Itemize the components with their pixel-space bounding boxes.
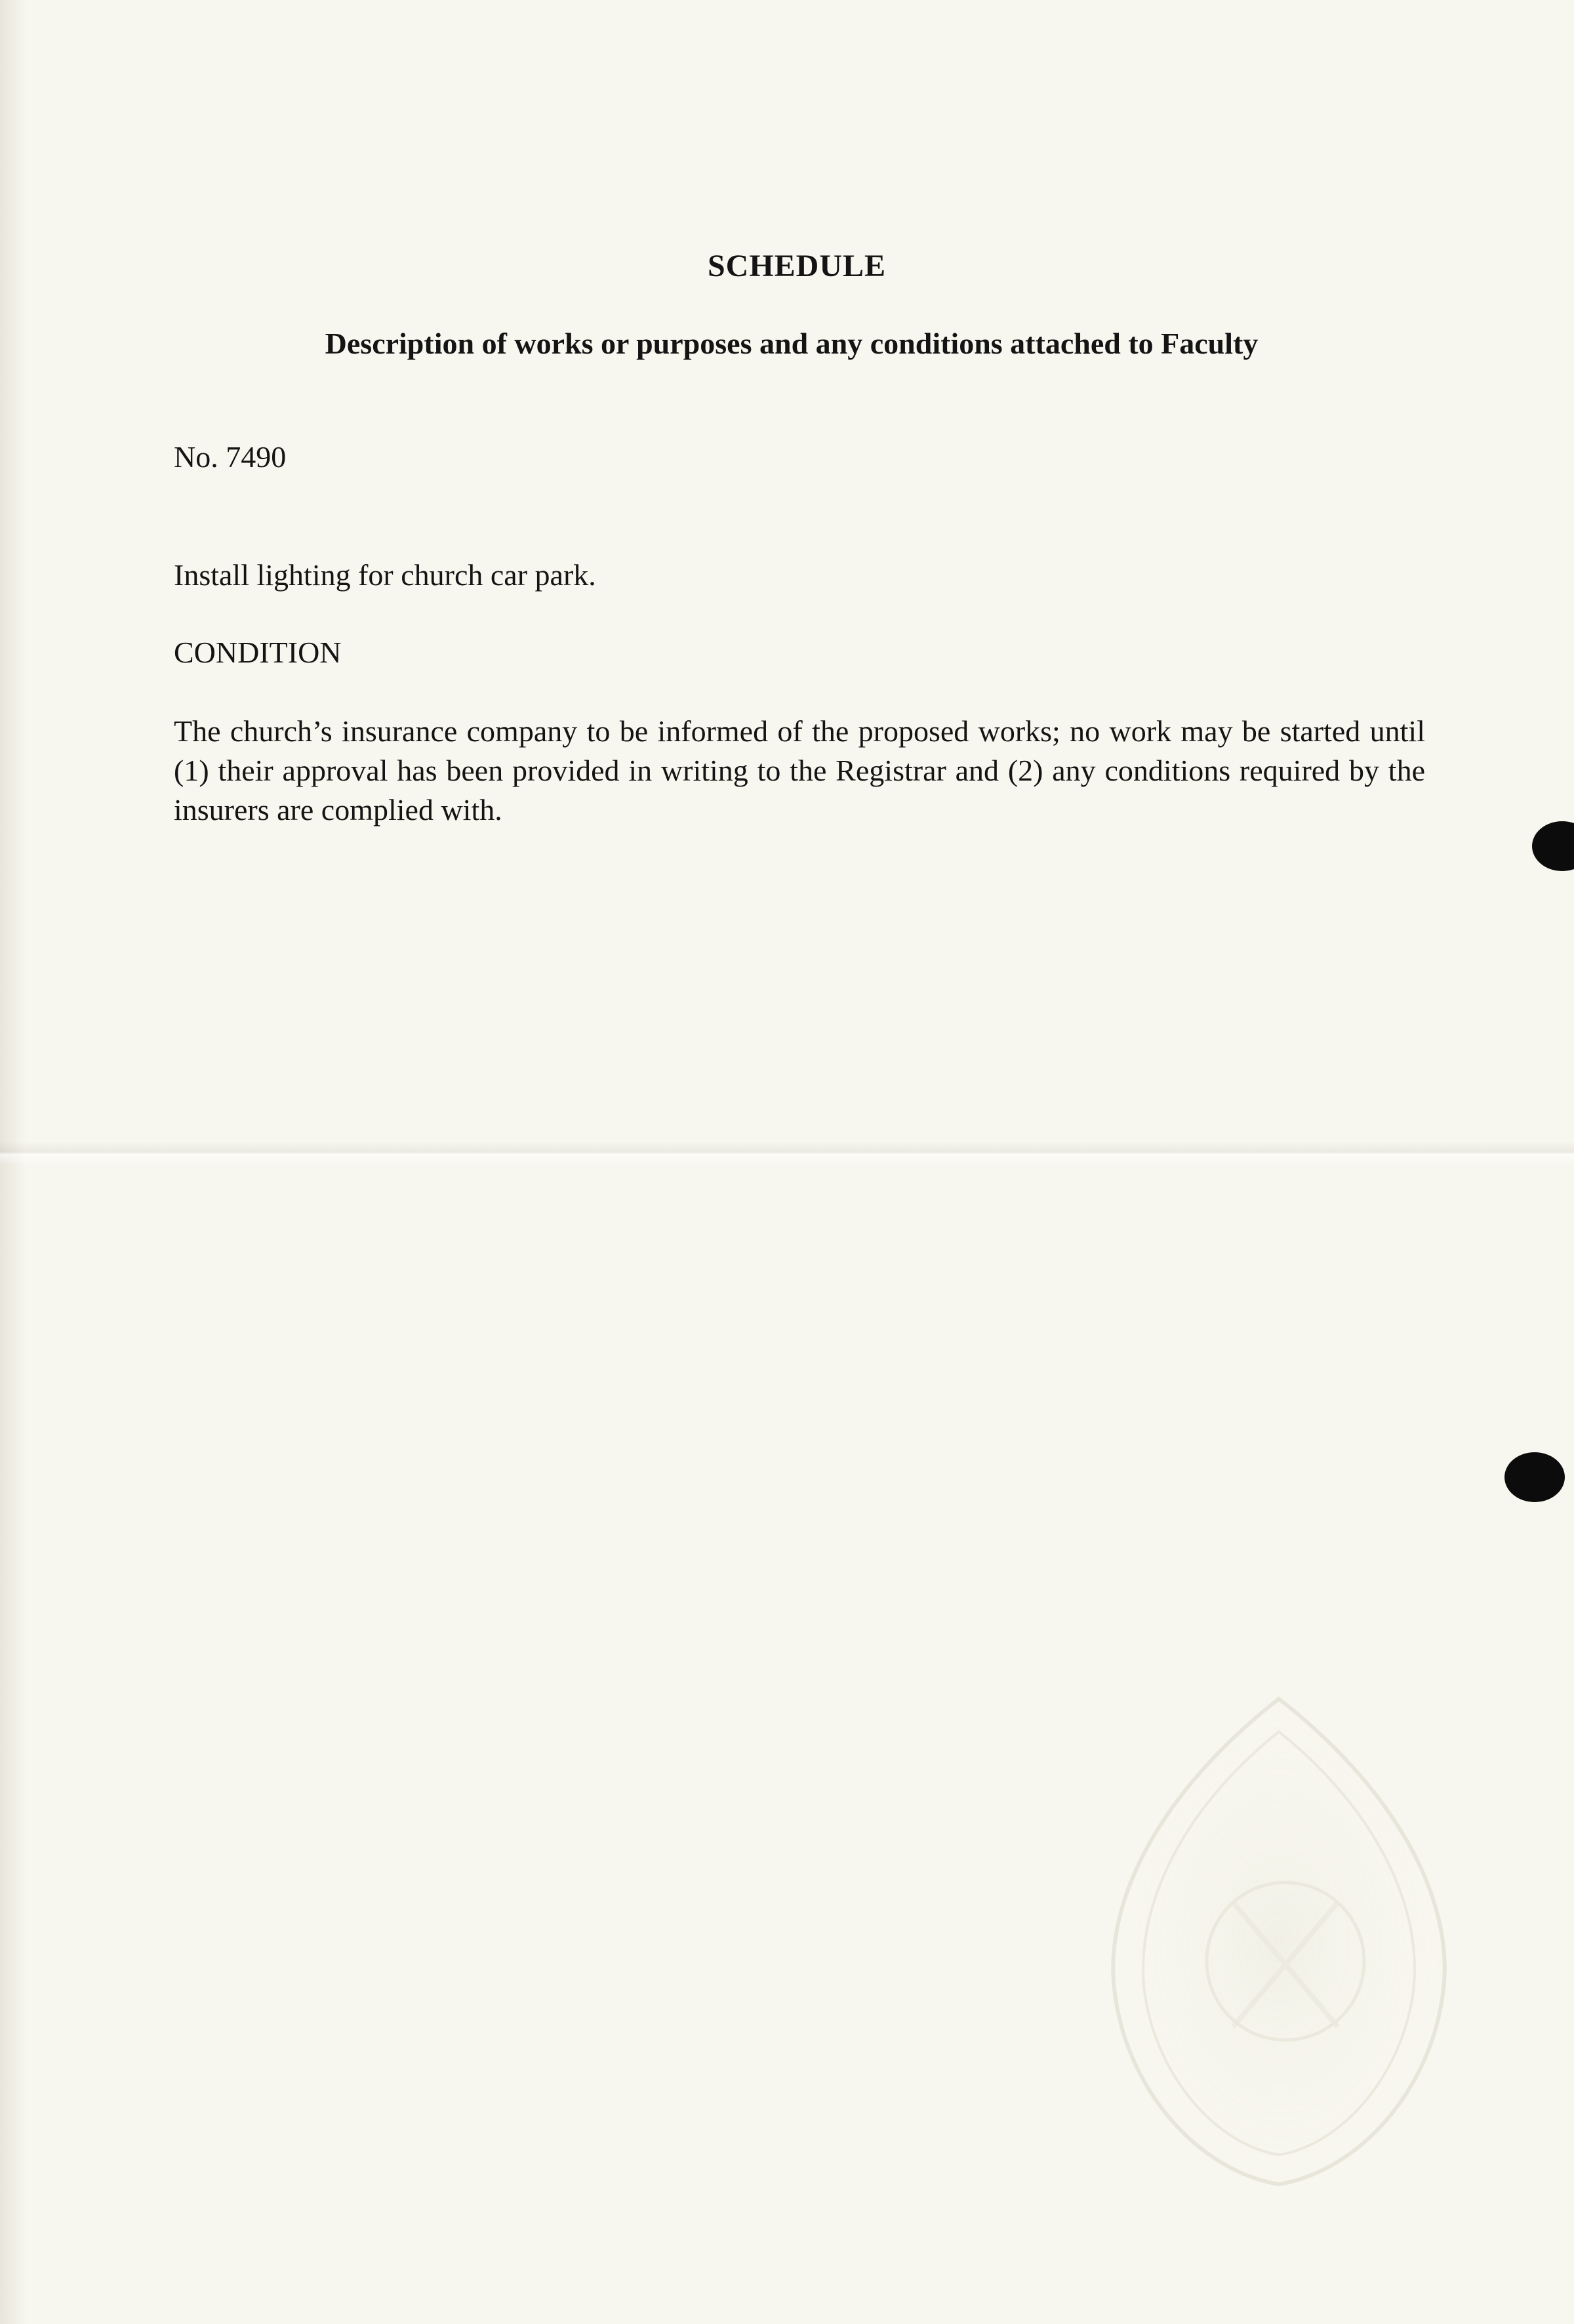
punch-hole-top xyxy=(1532,821,1574,871)
schedule-subtitle: Description of works or purposes and any conditions attached to Faculty xyxy=(325,327,1259,360)
faculty-number: No. 7490 xyxy=(174,440,287,474)
punch-hole-bottom xyxy=(1504,1452,1565,1502)
works-description: Install lighting for church car park. xyxy=(174,558,596,592)
paper-fold-crease xyxy=(0,1141,1574,1165)
embossed-seal-icon xyxy=(1089,1686,1469,2197)
condition-heading: CONDITION xyxy=(174,636,342,669)
schedule-title: SCHEDULE xyxy=(707,249,887,283)
condition-text: The church’s insurance company to be informed of the proposed works; no work may be started until (1) their approval has been provided in writing to the Registrar and (2) any conditions required by the insurers are complied with. xyxy=(174,714,1425,826)
